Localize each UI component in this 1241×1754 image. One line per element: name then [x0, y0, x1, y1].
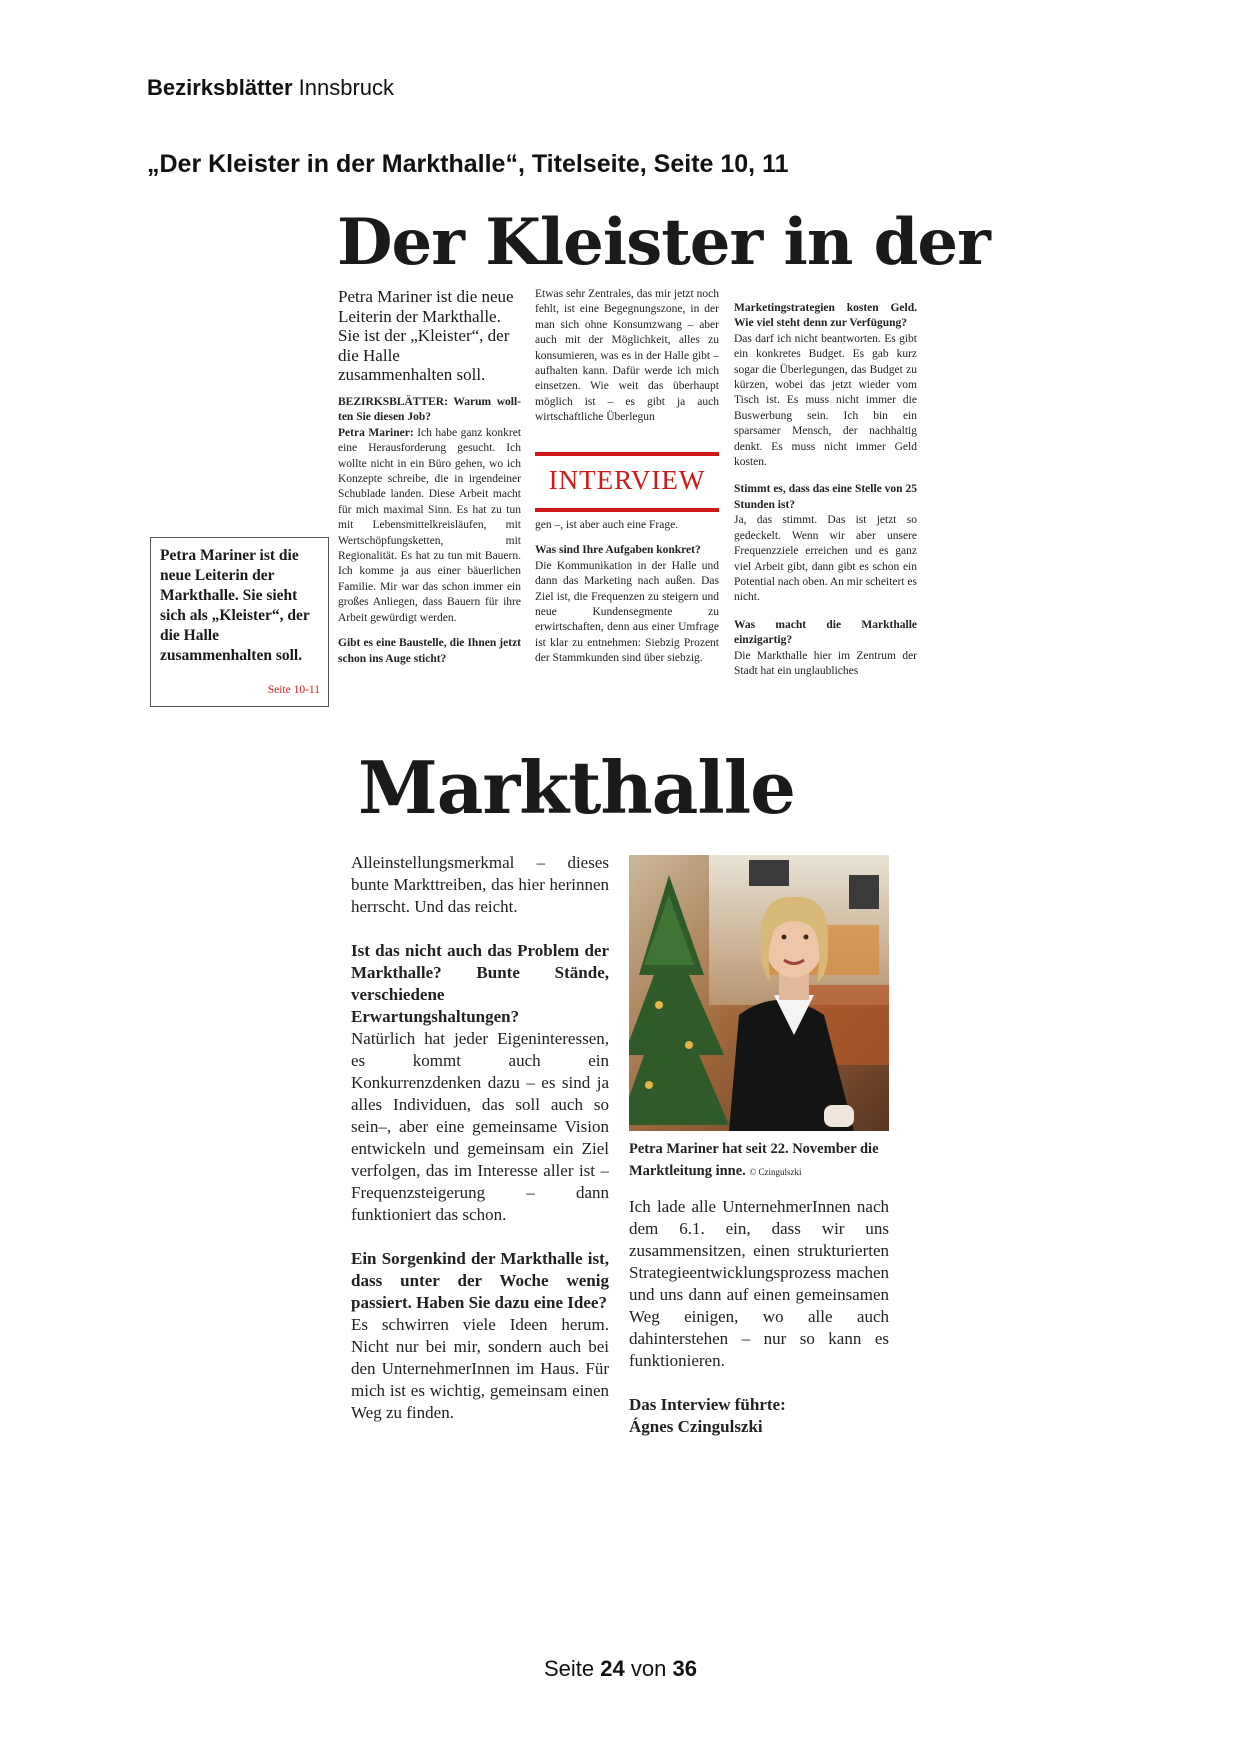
teaser-text: Petra Mariner ist die neue Leiterin der Markthalle. Sie sieht sich als „Kleister“, der die Halle zusammenhalten soll. [160, 547, 310, 664]
article-column-2-bottom [535, 518, 719, 667]
answer-10: Ich lade alle UnternehmerInnen nach dem 6.1. ein, dass wir uns zusammensitzen, einen strukturierten Strategieentwicklungsprozess machen und uns dann auf einen gemeinsamen Weg einigen, wo alle auch dahinterstehen – nur so kann es funktionieren. [629, 1197, 889, 1370]
question-2: Gibt es eine Baustelle, die Ihnen jetzt schon ins Auge sticht? [338, 637, 521, 665]
answer-5: Ja, das stimmt. Das ist jetzt so gedeckelt. Wenn wir aber unsere Frequenzziele erreichen und es ganz viel Arbeit gibt, dann gibt es schon ein Potential nach oben. An mir scheitert es nicht. [734, 514, 917, 604]
answer-9: Es schwirren viele Ideen herum. Nicht nur bei mir, sondern auch bei den UnternehmerInnen im Haus. Für mich ist es wichtig, gemeinsam einen Weg zu finden. [351, 1315, 609, 1422]
headline-part-1: Der Kleister in der [337, 205, 990, 280]
article-column-a [351, 852, 609, 1424]
question-8: Ist das nicht auch das Problem der Markthalle? Bunte Stände, verschiedene Erwartungshaltungen? [351, 941, 609, 1026]
teaser-page-ref: Seite 10-11 [267, 684, 320, 696]
interviewer-label: Das Interview führte: [629, 1395, 786, 1414]
headline-part-2: Markthalle [358, 745, 795, 830]
publication-bold: Bezirksblätter [147, 75, 293, 100]
continued-text: gen –, ist aber auch eine Frage. [535, 519, 679, 531]
question-1: BEZIRKSBLÄTTER: Warum wollten Sie diesen Job? [338, 396, 521, 424]
interview-bottom-rule [535, 508, 719, 512]
article-lead: Petra Mariner ist die neue Leiterin der Markthalle. Sie ist der „Kleister“, der die Halle zusammenhalten soll. [338, 287, 514, 384]
portrait-photo [629, 855, 889, 1131]
answer-8: Natürlich hat jeder Eigeninteressen, es kommt auch ein Konkurrenzdenken dazu – es sind ja alles Individuen, das soll auch so sein–, aber eine gemeinsame Vision entwickeln und gemeinsam ein Ziel verfolgen, das im Interesse aller ist – Frequenzsteigerung – dann funktioniert das schon. [351, 1029, 609, 1224]
photo-caption: Petra Mariner hat seit 22. November die Marktleitung inne. © Czingulszki [629, 1141, 879, 1179]
answer-1: Petra Mariner: Ich habe ganz konkret eine Herausforderung gesucht. Ich wollte nicht in ein Büro gehen, wo ich Konzepte schreibe, die in irgendeiner Schublade landen. Diese Arbeit macht für mich maximal Sinn. Es hat zu tun mit Lebensmittelkreisläufen, mit Wertschöpfungsketten, mit Regionalität. Es hat zu tun mit Bauern. Ich komme ja aus einer bäuerlichen Familie. Mir war das schon immer ein großes Anliegen, dass Bauern für ihre Arbeit gewürdigt werden. [338, 426, 522, 624]
article-column-3 [734, 301, 917, 679]
article-column-b [629, 1196, 889, 1438]
publication-city: Innsbruck [298, 75, 395, 100]
question-4: Marketingstrategien kosten Geld. Wie viel steht denn zur Verfügung? [734, 302, 917, 330]
teaser-box [150, 537, 329, 707]
answer-6: Die Markthalle hier im Zentrum der Stadt hat ein unglaubliches [734, 649, 917, 677]
publication-name [147, 75, 394, 101]
answer-3: Die Kommunikation in der Halle und dann das Marketing nach außen. Das Ziel ist, die Frequenzen zu steigern und neue Kundensegmente zu erwirtschaften, denn aus einer Umfrage ist klar zu entnehmen: Siebzig Prozent der Stammkunden sind über siebzig. [535, 559, 719, 665]
article-column-1 [338, 395, 521, 667]
question-5: Stimmt es, dass das eine Stelle von 25 Stunden ist? [734, 483, 917, 511]
question-3: Was sind Ihre Aufgaben konkret? [535, 544, 701, 557]
question-9: Ein Sorgenkind der Markthalle ist, dass unter der Woche wenig passiert. Haben Sie dazu eine Idee? [351, 1249, 609, 1312]
answer-4: Das darf ich nicht beantworten. Es gibt ein konkretes Budget. Es gab kurz sogar die Überlegungen, das Budget zu kürzen, wobei das jetzt wieder vom Tisch ist. Es muss nicht immer die Buswerbung sein. Ich bin ein sparsamer Mensch, der nachhaltig denkt. Es muss nicht immer Geld kosten. [734, 332, 917, 469]
answer-7: Alleinstellungsmerkmal – dieses bunte Markttreiben, das hier herinnen herrscht. Und das reicht. [351, 853, 609, 916]
page-number: Seite 24 von 36 [544, 1656, 697, 1681]
interviewer-name: Ágnes Czingulszki [629, 1417, 763, 1436]
interview-top-rule [535, 452, 719, 456]
interview-label-box [535, 452, 719, 512]
photo-credit: © Czingulszki [749, 1167, 802, 1177]
portrait-illustration [629, 855, 889, 1131]
question-6: Was macht die Markthalle einzigartig? [734, 618, 917, 647]
document-title: „Der Kleister in der Markthalle“, Titelseite, Seite 10, 11 [147, 150, 789, 178]
article-column-2-top: Etwas sehr Zentrales, das mir jetzt noch fehlt, ist eine Begegnungszone, in der man sich ohne Konsumzwang – aber auch mit der Möglichkeit, alles zu konsumieren, was es in der Halle gibt – aufhalten kann. Dafür werde ich mich einsetzen. Wie weit das überhaupt möglich ist – es gibt ja auch wirtschaftliche Überlegun [535, 288, 719, 424]
interview-label: INTERVIEW [548, 465, 706, 495]
